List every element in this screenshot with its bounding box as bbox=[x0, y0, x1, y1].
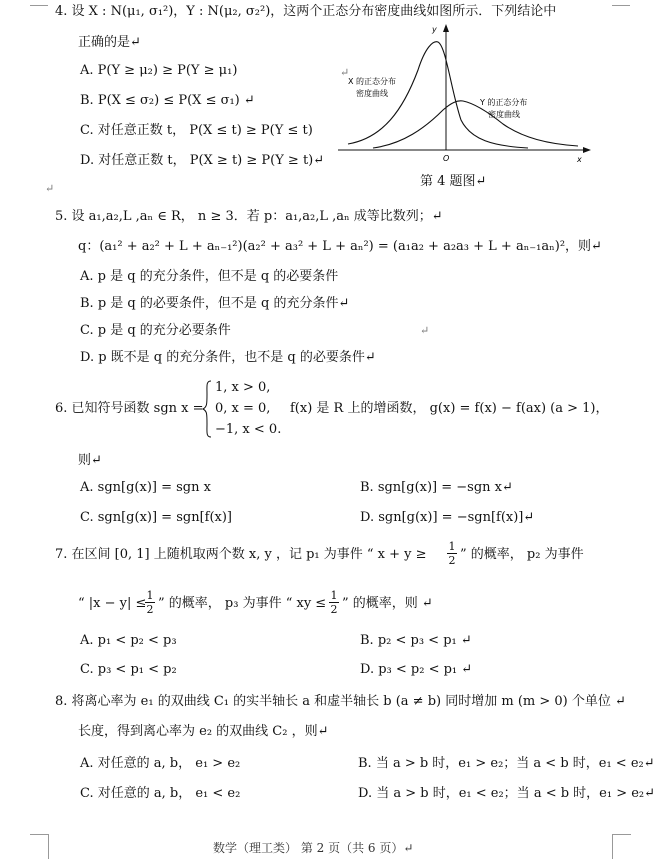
q5-stem-line2: q：(a₁² + a₂² + L + aₙ₋₁²)(a₂² + a₃² + L + aₙ²) = (a₁a₂ + a₂a₃ + L + aₙ₋₁aₙ)²，则↵ bbox=[78, 239, 602, 254]
q7-option-d: D. p₃ < p₂ < p₁ ↵ bbox=[360, 662, 473, 677]
x-axis-arrow-icon bbox=[583, 147, 591, 153]
fraction-numerator: 1 bbox=[448, 540, 456, 553]
fraction-denominator: 2 bbox=[330, 603, 338, 616]
q7-fraction-2 bbox=[145, 589, 155, 616]
q8-stem-line2: 长度，得到离心率为 e₂ 的双曲线 C₂ ，则↵ bbox=[78, 724, 329, 739]
corner-mark-bottom-right bbox=[612, 834, 631, 859]
q7-fraction-3 bbox=[329, 589, 339, 616]
q5-option-b: B. p 是 q 的必要条件，但不是 q 的充分条件↵ bbox=[80, 296, 350, 311]
q4-stem-line2: 正确的是↵ bbox=[78, 35, 141, 50]
corner-mark-top-left bbox=[30, 0, 48, 6]
q8-stem-line1: 8. 将离心率为 e₁ 的双曲线 C₁ 的实半轴长 a 和虚半轴长 b (a ≠ b) 同时增加 m (m > 0) 个单位 ↵ bbox=[55, 694, 626, 709]
q8-option-a: A. 对任意的 a, b， e₁ > e₂ bbox=[80, 756, 241, 771]
q7-fraction-1 bbox=[447, 540, 457, 567]
page-footer: 数学（理工类） 第 2 页（共 6 页）↵ bbox=[213, 841, 414, 855]
q7-option-a: A. p₁ < p₂ < p₃ bbox=[80, 633, 177, 648]
y-curve-label-line1: Y 的正态分布 bbox=[480, 98, 528, 107]
q7-stem-line2c: ” 的概率，则 ↵ bbox=[342, 596, 433, 611]
q7-option-b: B. p₂ < p₃ < p₁ ↵ bbox=[360, 633, 472, 648]
q5-option-c-mark: ↵ bbox=[420, 324, 430, 337]
q4-option-d: D. 对任意正数 t， P(X ≥ t) ≥ P(Y ≥ t)↵ bbox=[80, 153, 325, 168]
q5-option-d: D. p 既不是 q 的充分条件，也不是 q 的必要条件↵ bbox=[80, 350, 376, 365]
fraction-numerator: 1 bbox=[146, 589, 154, 602]
q5-option-a: A. p 是 q 的充分条件，但不是 q 的必要条件 bbox=[80, 269, 339, 284]
q7-stem-line1a: 7. 在区间 [0, 1] 上随机取两个数 x, y ，记 p₁ 为事件 “ x + y ≥ bbox=[55, 547, 427, 562]
q4-option-b: B. P(X ≤ σ₂) ≤ P(X ≤ σ₁) ↵ bbox=[80, 93, 255, 108]
y-axis-label: y bbox=[432, 25, 437, 34]
fraction-denominator: 2 bbox=[146, 603, 154, 616]
blank-line-mark: ↵ bbox=[45, 182, 55, 195]
q8-option-d: D. 当 a > b 时，e₁ < e₂；当 a < b 时，e₁ > e₂↵ bbox=[358, 786, 656, 801]
q4-figure-caption: 第 4 题图↵ bbox=[420, 174, 487, 189]
corner-mark-top-right bbox=[612, 0, 630, 6]
q5-stem-line1: 5. 设 a₁,a₂,L ,aₙ ∈ R， n ≥ 3．若 p：a₁,a₂,L ,aₙ 成等比数列；↵ bbox=[55, 209, 443, 224]
q8-option-c: C. 对任意的 a, b， e₁ < e₂ bbox=[80, 786, 241, 801]
corner-mark-bottom-left bbox=[30, 834, 49, 859]
q4-stem-line1: 4. 设 X : N(μ₁, σ₁²)，Y : N(μ₂, σ₂²)，这两个正态分布密度曲线如图所示．下列结论中 bbox=[55, 4, 557, 19]
x-axis-label: x bbox=[577, 155, 582, 164]
q5-option-c: C. p 是 q 的充分必要条件 bbox=[80, 323, 231, 338]
origin-label: O bbox=[443, 154, 450, 163]
q8-option-b: B. 当 a > b 时，e₁ > e₂；当 a < b 时，e₁ < e₂↵ bbox=[358, 756, 655, 771]
figure-paragraph-mark: ↵ bbox=[340, 66, 350, 79]
y-density-curve bbox=[373, 101, 578, 148]
q6-stem-prefix: 6. 已知符号函数 sgn x = bbox=[55, 401, 204, 416]
q6-case-1: 1, x > 0, bbox=[215, 380, 271, 395]
q7-stem-line2b: ” 的概率， p₃ 为事件 “ xy ≤ bbox=[158, 596, 327, 611]
q6-option-b: B. sgn[g(x)] = −sgn x↵ bbox=[360, 480, 513, 495]
x-curve-label-line1: X 的正态分布 bbox=[348, 77, 397, 86]
q6-option-c: C. sgn[g(x)] = sgn[f(x)] bbox=[80, 510, 233, 525]
q6-case-2: 0, x = 0, bbox=[215, 401, 271, 416]
q6-option-a: A. sgn[g(x)] = sgn x bbox=[80, 480, 211, 495]
q7-option-c: C. p₃ < p₁ < p₂ bbox=[80, 662, 177, 677]
q7-stem-line2a: “ |x − y| ≤ bbox=[78, 596, 147, 611]
y-axis-arrow-icon bbox=[443, 24, 449, 32]
x-curve-label-line2: 密度曲线 bbox=[356, 89, 388, 98]
fraction-denominator: 2 bbox=[448, 554, 456, 567]
q6-option-d: D. sgn[g(x)] = −sgn[f(x)]↵ bbox=[360, 510, 535, 525]
q6-brace bbox=[202, 380, 212, 438]
q4-option-c: C. 对任意正数 t， P(X ≤ t) ≥ P(Y ≤ t) bbox=[80, 123, 313, 138]
fraction-numerator: 1 bbox=[330, 589, 338, 602]
y-curve-label-line2: 密度曲线 bbox=[488, 110, 520, 119]
q4-figure bbox=[333, 20, 597, 165]
q6-case-3: −1, x < 0. bbox=[215, 422, 282, 437]
q6-stem-line2: 则↵ bbox=[78, 453, 102, 468]
q7-stem-line1b: ” 的概率， p₂ 为事件 bbox=[460, 547, 584, 562]
q4-option-a: A. P(Y ≥ μ₂) ≥ P(Y ≥ μ₁) bbox=[80, 63, 238, 78]
q6-stem-suffix: f(x) 是 R 上的增函数， g(x) = f(x) − f(ax) (a > 1)， bbox=[290, 401, 609, 416]
